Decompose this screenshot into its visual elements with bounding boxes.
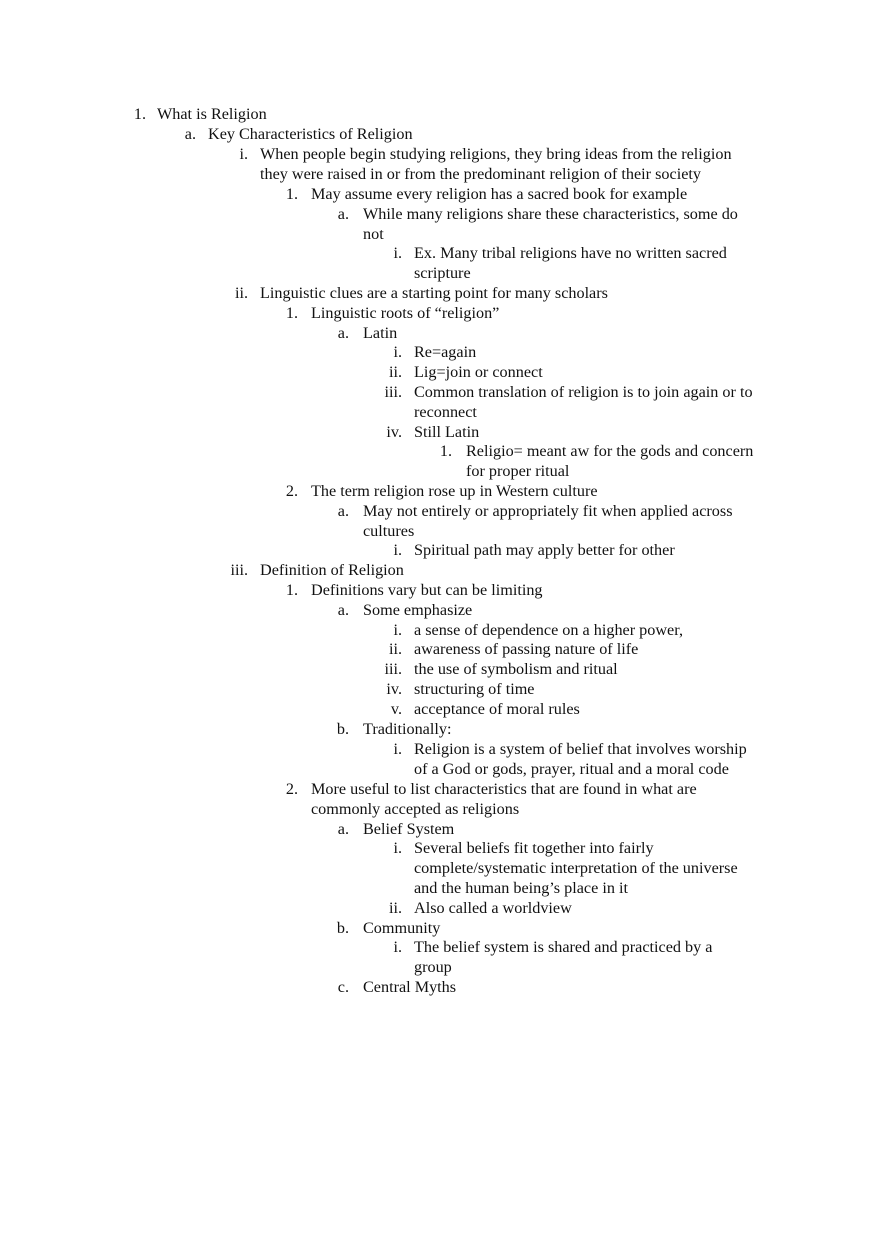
item-marker: 2. (285, 780, 298, 798)
item-text: structuring of time (414, 680, 535, 698)
item-marker: a. (337, 502, 349, 520)
item-marker: i. (393, 244, 402, 262)
item-text: The belief system is shared and practiced by a (414, 938, 713, 956)
item-marker: i. (393, 343, 402, 361)
item-text: Belief System (363, 820, 455, 838)
item-marker: ii. (388, 899, 402, 917)
item-marker: a. (337, 601, 349, 619)
item-text: complete/systematic interpretation of the universe (414, 859, 738, 877)
item-text: a sense of dependence on a higher power, (414, 621, 684, 639)
item-marker: i. (239, 145, 248, 163)
item-text: for proper ritual (466, 462, 570, 480)
item-text: cultures (363, 522, 415, 540)
item-text: Definition of Religion (260, 561, 404, 579)
item-marker: iii. (230, 561, 248, 579)
item-text: What is Religion (157, 105, 267, 123)
item-text: commonly accepted as religions (311, 800, 520, 818)
item-text: Spiritual path may apply better for other (414, 541, 675, 559)
item-marker: iv. (386, 680, 402, 698)
item-marker: i. (393, 938, 402, 956)
item-marker: 1. (285, 304, 298, 322)
item-text: When people begin studying religions, they bring ideas from the religion (260, 145, 732, 163)
item-text: Several beliefs fit together into fairly (414, 839, 654, 857)
item-text: group (414, 958, 452, 976)
item-marker: 2. (285, 482, 298, 500)
item-marker: a. (337, 205, 349, 223)
item-text: Still Latin (414, 423, 480, 441)
item-marker: ii. (388, 640, 402, 658)
item-marker: c. (337, 978, 349, 996)
item-marker: i. (393, 740, 402, 758)
item-text: Linguistic roots of “religion” (311, 304, 500, 322)
item-marker: iii. (384, 383, 402, 401)
item-text: acceptance of moral rules (414, 700, 580, 718)
item-text: Common translation of religion is to join again or to (414, 383, 753, 401)
item-text: More useful to list characteristics that are found in what are (311, 780, 697, 798)
item-marker: v. (390, 700, 402, 718)
item-marker: b. (336, 720, 349, 738)
item-marker: b. (336, 919, 349, 937)
item-marker: a. (184, 125, 196, 143)
item-text: scripture (414, 264, 471, 282)
item-text: The term religion rose up in Western culture (311, 482, 598, 500)
item-text: Re=again (414, 343, 477, 361)
item-marker: ii. (388, 363, 402, 381)
item-marker: iii. (384, 660, 402, 678)
item-text: of a God or gods, prayer, ritual and a moral code (414, 760, 729, 778)
item-marker: iv. (386, 423, 402, 441)
item-marker: 1. (285, 185, 298, 203)
item-marker: 1. (285, 581, 298, 599)
item-text: they were raised in or from the predominant religion of their society (260, 165, 701, 183)
item-text: May assume every religion has a sacred book for example (311, 185, 688, 203)
item-text: While many religions share these characteristics, some do (363, 205, 738, 223)
item-text: and the human being’s place in it (414, 879, 628, 897)
item-marker: i. (393, 621, 402, 639)
item-text: Religio= meant aw for the gods and concern (466, 442, 754, 460)
item-text: Also called a worldview (414, 899, 572, 917)
item-text: Latin (363, 324, 398, 342)
item-text: the use of symbolism and ritual (414, 660, 618, 678)
item-marker: a. (337, 820, 349, 838)
item-marker: i. (393, 839, 402, 857)
item-text: not (363, 225, 384, 243)
item-marker: 1. (439, 442, 452, 460)
item-text: Some emphasize (363, 601, 473, 619)
item-marker: 1. (133, 105, 146, 123)
item-text: Key Characteristics of Religion (208, 125, 413, 143)
item-marker: i. (393, 541, 402, 559)
item-text: Definitions vary but can be limiting (311, 581, 543, 599)
item-text: Central Myths (363, 978, 457, 996)
item-text: Lig=join or connect (414, 363, 543, 381)
item-text: reconnect (414, 403, 477, 421)
item-text: Traditionally: (363, 720, 452, 738)
item-text: Community (363, 919, 441, 937)
item-text: Linguistic clues are a starting point for many scholars (260, 284, 608, 302)
item-marker: ii. (234, 284, 248, 302)
item-text: May not entirely or appropriately fit when applied across (363, 502, 733, 520)
item-marker: a. (337, 324, 349, 342)
item-text: Religion is a system of belief that involves worship (414, 740, 747, 758)
item-text: awareness of passing nature of life (414, 640, 639, 658)
item-text: Ex. Many tribal religions have no written sacred (414, 244, 727, 262)
